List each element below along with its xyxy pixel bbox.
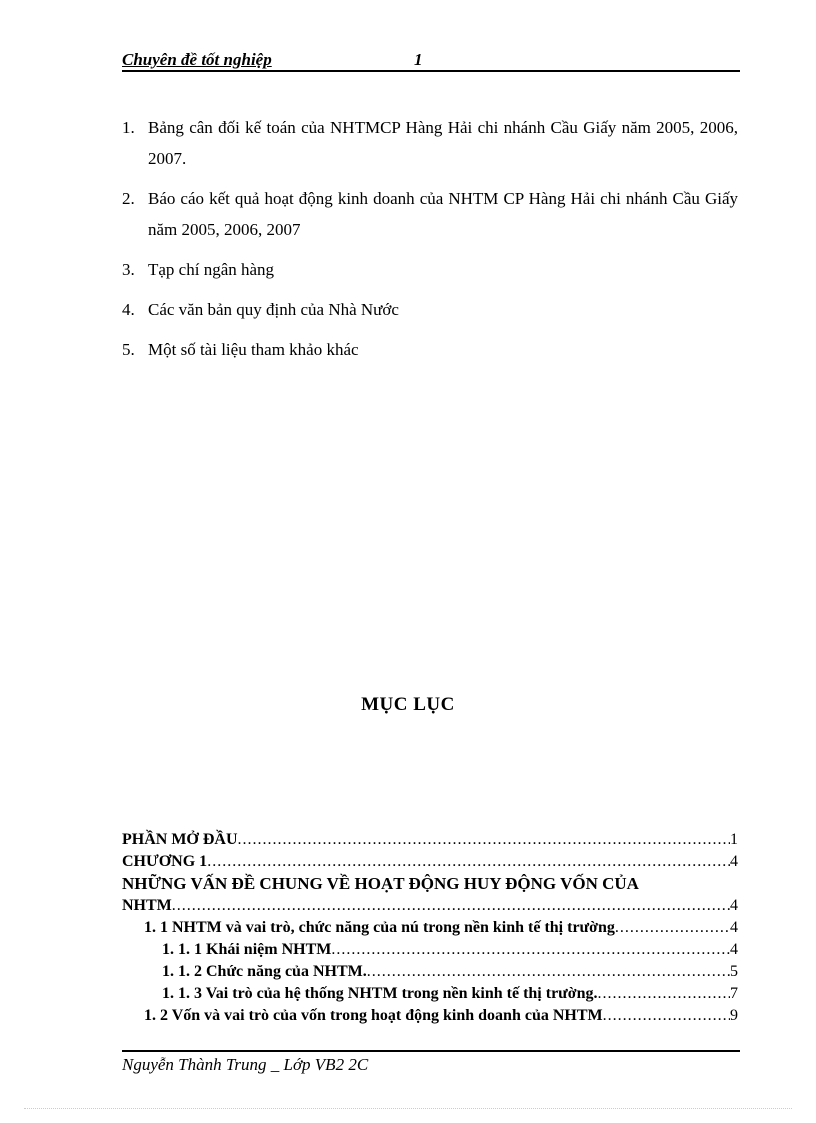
reference-item [122, 294, 738, 325]
toc-entry-page: 1 [730, 831, 738, 848]
toc-entry-page: 5 [730, 963, 738, 980]
reference-text: Các văn bản quy định của Nhà Nước [148, 300, 399, 319]
toc-entry-label: 1. 1. 2 Chức năng của NHTM. [162, 963, 367, 980]
toc-entry-label: 1. 1 NHTM và vai trò, chức năng của nú trong nền kinh tế thị trường [144, 919, 615, 936]
reference-item [122, 334, 738, 365]
toc-entry-page: 4 [730, 897, 738, 914]
toc-entry[interactable] [122, 983, 738, 1005]
toc-entry-label: CHƯƠNG 1 [122, 853, 208, 870]
reference-item [122, 254, 738, 285]
toc-leader-dots [238, 829, 730, 851]
toc-entry-label: NHTM [122, 897, 172, 914]
toc-entry-label: 1. 1. 3 Vai trò của hệ thống NHTM trong nền kinh tế thị trường. [162, 985, 598, 1002]
toc-entry[interactable] [122, 895, 738, 917]
reference-number: 1. [122, 118, 135, 137]
toc-entry[interactable] [122, 961, 738, 983]
toc-leader-dots [172, 895, 730, 917]
toc-entry-page: 4 [730, 919, 738, 936]
reference-text: Báo cáo kết quả hoạt động kinh doanh của NHTM CP Hàng Hải chi nhánh Cầu Giấy năm 2005, 2006, 2007 [148, 189, 738, 239]
reference-text: Một số tài liệu tham khảo khác [148, 340, 359, 359]
reference-number: 4. [122, 300, 135, 319]
reference-text: Bảng cân đối kế toán của NHTMCP Hàng Hải chi nhánh Cầu Giấy năm 2005, 2006, 2007. [148, 118, 738, 168]
toc-entry[interactable] [122, 1005, 738, 1027]
page-bottom-divider [24, 1108, 792, 1109]
reference-number: 2. [122, 189, 135, 208]
reference-number: 5. [122, 340, 135, 359]
header-page-number: 1 [414, 50, 423, 69]
toc-entry-page: 7 [730, 985, 738, 1002]
toc-entry-label: PHẦN MỞ ĐẦU [122, 831, 238, 848]
reference-number: 3. [122, 260, 135, 279]
table-of-contents [122, 829, 738, 1027]
toc-leader-dots [598, 983, 730, 1005]
toc-leader-dots [615, 917, 730, 939]
toc-entry[interactable] [122, 917, 738, 939]
toc-leader-dots [367, 961, 730, 983]
toc-entry-heading-line[interactable]: NHỮNG VẤN ĐỀ CHUNG VỀ HOẠT ĐỘNG HUY ĐỘNG VỐN CỦA [122, 874, 639, 893]
reference-list [122, 112, 738, 374]
toc-entry-label: 1. 2 Vốn và vai trò của vốn trong hoạt động kinh doanh của NHTM [144, 1007, 603, 1024]
toc-entry[interactable] [122, 829, 738, 851]
toc-entry-page: 4 [730, 853, 738, 870]
page-header [122, 48, 740, 72]
page-footer [122, 1050, 740, 1075]
toc-entry[interactable] [122, 939, 738, 961]
reference-item [122, 183, 738, 245]
toc-entry[interactable] [122, 851, 738, 873]
header-title: Chuyên đề tốt nghiệp [122, 50, 272, 69]
toc-entry-label: 1. 1. 1 Khái niệm NHTM [162, 941, 332, 958]
toc-leader-dots [207, 851, 730, 873]
reference-text: Tạp chí ngân hàng [148, 260, 275, 279]
toc-leader-dots [331, 939, 730, 961]
footer-author-class: Nguyễn Thành Trung _ Lớp VB2 2C [122, 1055, 369, 1074]
toc-entry-page: 4 [730, 941, 738, 958]
reference-item [122, 112, 738, 174]
toc-title: MỤC LỤC [361, 694, 455, 715]
toc-entry-page: 9 [730, 1007, 738, 1024]
toc-leader-dots [603, 1005, 730, 1027]
